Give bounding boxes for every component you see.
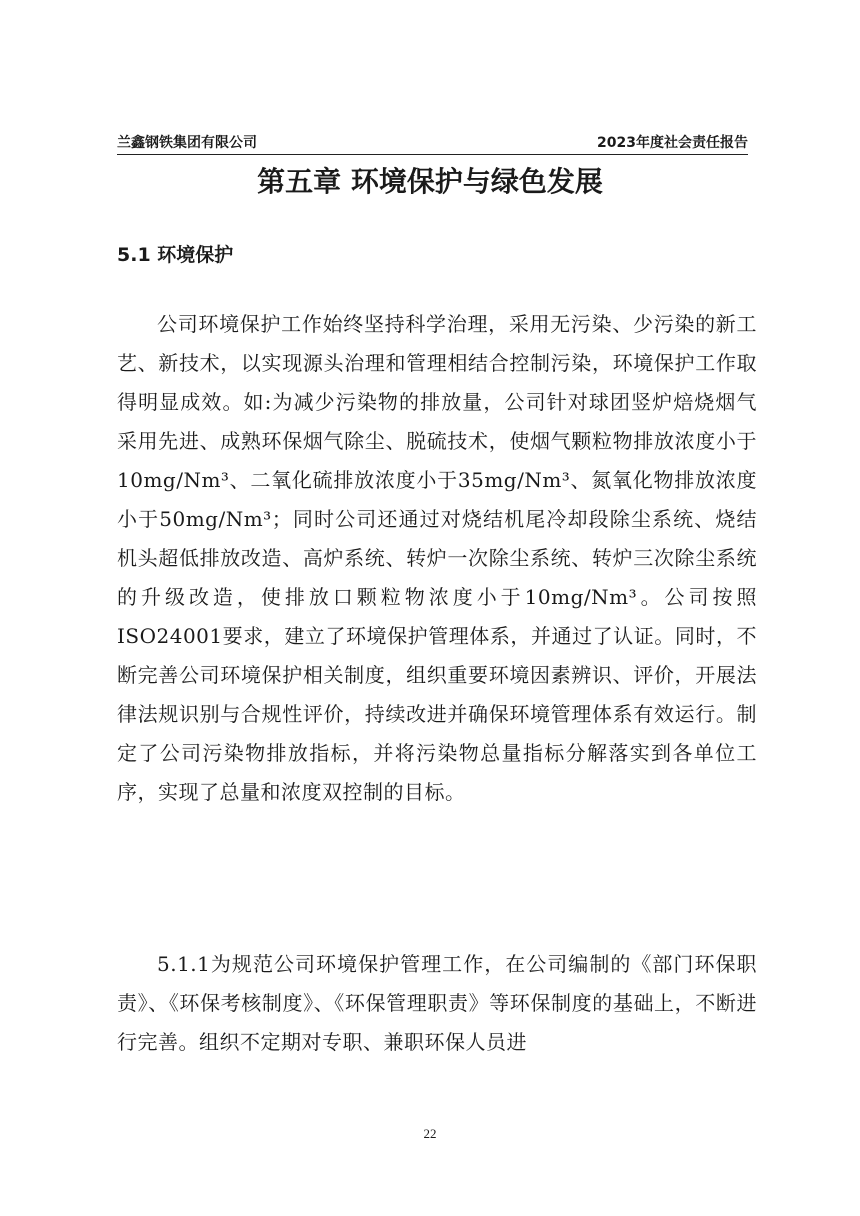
header-company-name: 兰鑫钢铁集团有限公司 (117, 135, 257, 151)
body-paragraph: 5.1.1为规范公司环境保护管理工作，在公司编制的《部门环保职责》、《环保考核制度》、《环保管理职责》等环保制度的基础上，不断进行完善。组织不定期对专职、兼职环保人员进 (117, 952, 757, 1054)
header-report-title: 2023年度社会责任报告 (597, 135, 748, 151)
running-header (117, 134, 748, 155)
section-heading: 5.1 环境保护 (117, 244, 234, 266)
chapter-title: 第五章 环境保护与绿色发展 (257, 165, 603, 198)
page-number: 22 (423, 1126, 437, 1141)
body-paragraph: 公司环境保护工作始终坚持科学治理，采用无污染、少污染的新工艺、新技术，以实现源头治理和管理相结合控制污染，环境保护工作取得明显成效。如:为减少污染物的排放量，公司针对球团竖炉焙烧烟气采用先进、成熟环保烟气除尘、脱硫技术，使烟气颗粒物排放浓度小于10mg/Nm³、二氧化硫排放浓度小于35mg/Nm³、氮氧化物排放浓度小于50mg/Nm³；同时公司还通过对烧结机尾冷却段除尘系统、烧结机头超低排放改造、高炉系统、转炉一次除尘系统、转炉三次除尘系统的升级改造，使排放口颗粒物浓度小于10mg/Nm³。公司按照ISO24001要求，建立了环境保护管理体系，并通过了认证。同时，不断完善公司环境保护相关制度，组织重要环境因素辨识、评价，开展法律法规识别与合规性评价，持续改进并确保环境管理体系有效运行。制定了公司污染物排放指标，并将污染物总量指标分解落实到各单位工序，实现了总量和浓度双控制的目标。 (117, 312, 757, 804)
